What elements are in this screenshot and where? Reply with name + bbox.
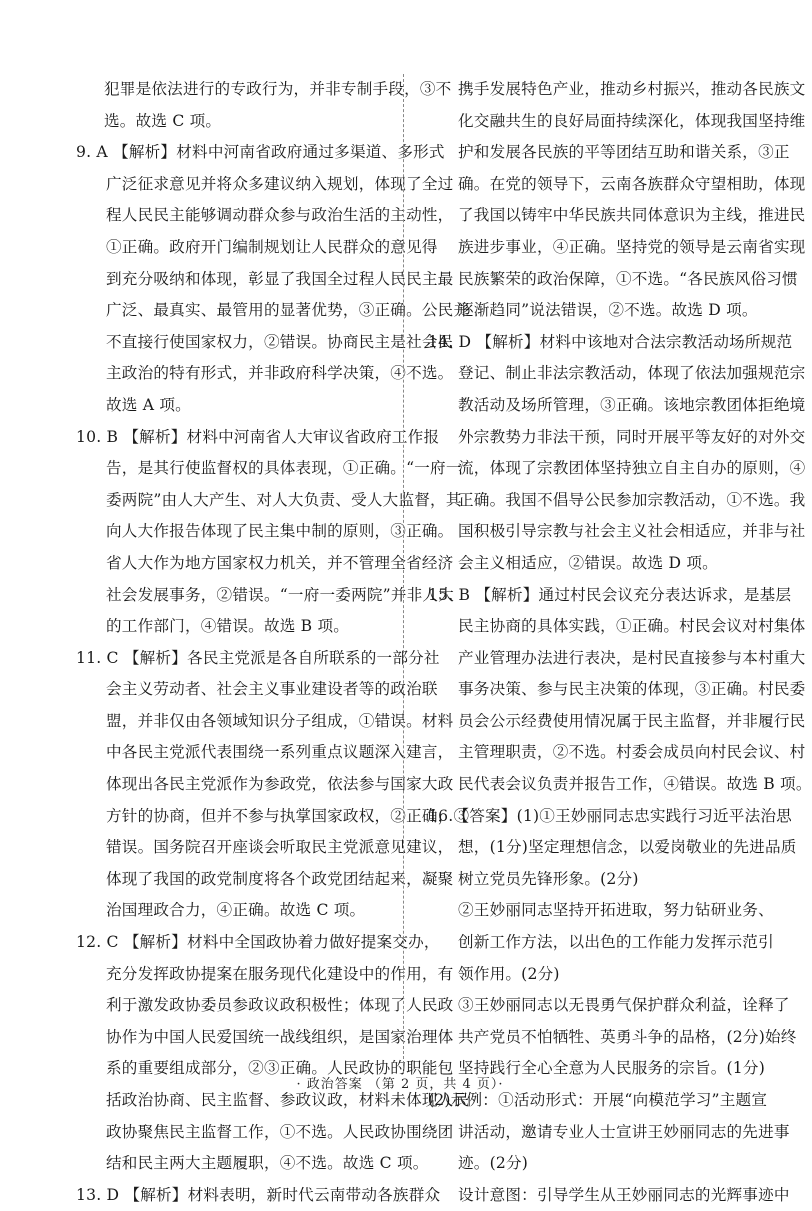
right-column-line: 树立党员先锋形象。(2分)	[458, 869, 639, 888]
left-column-line: 主政治的特有形式，并非政府科学决策，④不选。	[106, 364, 454, 383]
left-column-line: 盟，并非仅由各领域知识分子组成，①错误。材料	[106, 711, 454, 730]
right-column-line: ③王妙丽同志以无畏勇气保护群众利益，诠释了	[458, 996, 790, 1015]
left-column-line: 向人大作报告体现了民主集中制的原则，③正确。	[106, 522, 454, 541]
left-column-line: 中各民主党派代表围绕一系列重点议题深入建言，	[106, 743, 454, 762]
right-column-line: 员会公示经费使用情况属于民主监督，并非履行民	[458, 711, 806, 730]
right-column-line: 护和发展各民族的平等团结互助和谐关系，③正	[458, 143, 790, 162]
left-column-line: 方针的协商，但并不参与执掌国家政权，②正确，③	[106, 806, 470, 825]
right-column-line: 共产党员不怕牺牲、英勇斗争的品格，(2分)始终	[458, 1027, 797, 1046]
left-column-line: 13. D 【解析】材料表明，新时代云南带动各族群众	[76, 1185, 441, 1204]
column-divider	[403, 74, 404, 1074]
right-column-line: 民代表会议负责并报告工作，④错误。故选 B 项。	[458, 775, 812, 794]
right-column-line: 族进步事业，④正确。坚持党的领导是云南省实现	[458, 237, 806, 256]
left-column-line: 省人大作为地方国家权力机关，并不管理全省经济	[106, 553, 454, 572]
right-column-line: 创新工作方法，以出色的工作能力发挥示范引	[458, 933, 774, 952]
right-column-line: 会主义相适应，②错误。故选 D 项。	[458, 553, 718, 572]
right-column-line: 正确。我国不倡导公民参加宗教活动，①不选。我	[458, 490, 806, 509]
left-column-line: 程人民民主能够调动群众参与政治生活的主动性，	[106, 206, 454, 225]
right-column-line: 登记、制止非法宗教活动，体现了依法加强规范宗	[458, 364, 806, 383]
left-column-line: 体现了我国的政党制度将各个政党团结起来，凝聚	[106, 869, 454, 888]
right-column	[428, 74, 812, 1211]
left-column-line: 犯罪是依法进行的专政行为，并非专制手段，③不	[104, 80, 452, 98]
right-column-line: 主管理职责，②不选。村委会成员向村民会议、村	[458, 743, 806, 762]
left-column-line: 结和民主两大主题履职，④不选。故选 C 项。	[106, 1154, 429, 1173]
right-column-line: 民族繁荣的政治保障，①不选。“各民族风俗习惯	[458, 269, 798, 288]
right-column-line: 逐渐趋同”说法错误，②不选。故选 D 项。	[458, 301, 758, 320]
right-column-line: (2)示例：①活动形式：开展“向模范学习”主题宣	[428, 1091, 768, 1109]
left-column-line: 告，是其行使监督权的具体表现，①正确。“一府一	[106, 459, 462, 478]
left-column-line: 不直接行使国家权力，②错误。协商民主是社会民	[106, 332, 454, 351]
left-column-line: 括政治协商、民主监督、参政议政，材料未体现人民	[106, 1091, 470, 1109]
left-column-line: 协作为中国人民爱国统一战线组织，是国家治理体	[106, 1027, 454, 1046]
left-column-line: 广泛、最真实、最管用的显著优势，③正确。公民并	[106, 301, 470, 320]
right-column-line: 讲活动，邀请专业人士宣讲王妙丽同志的先进事	[458, 1122, 790, 1141]
left-column-line: 委两院”由人大产生、对人大负责、受人大监督，其	[106, 490, 462, 509]
left-column-line: 12. C 【解析】材料中全国政协着力做好提案交办，	[76, 933, 440, 952]
left-column-line: 政协聚焦民主监督工作，①不选。人民政协围绕团	[106, 1122, 454, 1141]
left-column-line: 到充分吸纳和体现，彰显了我国全过程人民民主最	[106, 269, 454, 288]
left-column-line: 充分发挥政协提案在服务现代化建设中的作用，有	[106, 964, 454, 983]
right-column-line: 坚持践行全心全意为人民服务的宗旨。(1分)	[458, 1059, 765, 1078]
right-column-line: 16.【答案】(1)①王妙丽同志忠实践行习近平法治思	[428, 806, 792, 825]
left-column-line: 错误。国务院召开座谈会听取民主党派意见建议，	[106, 838, 454, 857]
left-column-line: ①正确。政府开门编制规划让人民群众的意见得	[106, 237, 438, 256]
left-column-line: 系的重要组成部分，②③正确。人民政协的职能包	[106, 1059, 454, 1078]
right-column-line: 化交融共生的良好局面持续深化，体现我国坚持维	[458, 111, 806, 130]
left-column-line: 利于激发政协委员参政议政积极性；体现了人民政	[106, 996, 454, 1015]
left-column-line: 会主义劳动者、社会主义事业建设者等的政治联	[106, 680, 438, 699]
left-column-line: 的工作部门，④错误。故选 B 项。	[106, 617, 350, 636]
right-column-line: 外宗教势力非法干预，同时开展平等友好的对外交	[458, 427, 806, 446]
right-column-line: 民主协商的具体实践，①正确。村民会议对村集体	[458, 617, 806, 636]
left-column-line: 9. A 【解析】材料中河南省政府通过多渠道、多形式	[76, 143, 445, 162]
right-column-line: 国积极引导宗教与社会主义社会相适应，并非与社	[458, 522, 806, 541]
right-column-line: 确。在党的领导下，云南各族群众守望相助，体现	[458, 174, 806, 193]
left-column-line: 故选 A 项。	[106, 395, 191, 414]
right-column-line: 设计意图：引导学生从王妙丽同志的光辉事迹中	[458, 1185, 790, 1204]
right-column-line: 领作用。(2分)	[458, 964, 560, 983]
left-column-line: 广泛征求意见并将众多建议纳入规划，体现了全过	[106, 174, 454, 193]
right-column-line: 14. D 【解析】材料中该地对合法宗教活动场所规范	[428, 332, 793, 351]
right-column-line: 流，体现了宗教团体坚持独立自主自办的原则，④	[458, 459, 806, 478]
left-column-line: 治国理政合力，④正确。故选 C 项。	[106, 901, 366, 920]
left-column-line: 社会发展事务，②错误。“一府一委两院”并非人大	[106, 585, 455, 604]
right-column-line: ②王妙丽同志坚持开拓进取，努力钻研业务、	[458, 901, 774, 920]
right-column-line: 教活动及场所管理，③正确。该地宗教团体拒绝境	[458, 395, 806, 414]
page-footer: · 政治答案 （第 2 页，共 4 页）·	[296, 1077, 504, 1092]
left-column-line: 11. C 【解析】各民主党派是各自所联系的一部分社	[76, 648, 440, 667]
right-column-line: 15. B 【解析】通过村民会议充分表达诉求，是基层	[428, 585, 792, 604]
left-column-line: 10. B 【解析】材料中河南省人大审议省政府工作报	[76, 427, 440, 446]
right-column-line: 迹。(2分)	[458, 1154, 529, 1173]
right-column-line: 想，(1分)坚定理想信念，以爱岗敬业的先进品质	[458, 838, 797, 857]
left-column-line: 体现出各民主党派作为参政党，依法参与国家大政	[106, 775, 454, 794]
right-column-line: 携手发展特色产业，推动乡村振兴，推动各民族文	[458, 80, 806, 98]
right-column-line: 产业管理办法进行表决，是村民直接参与本村重大	[458, 648, 806, 667]
right-column-line: 事务决策、参与民主决策的体现，③正确。村民委	[458, 680, 806, 699]
right-column-line: 了我国以铸牢中华民族共同体意识为主线，推进民	[458, 206, 806, 225]
left-column-line: 选。故选 C 项。	[104, 111, 222, 130]
